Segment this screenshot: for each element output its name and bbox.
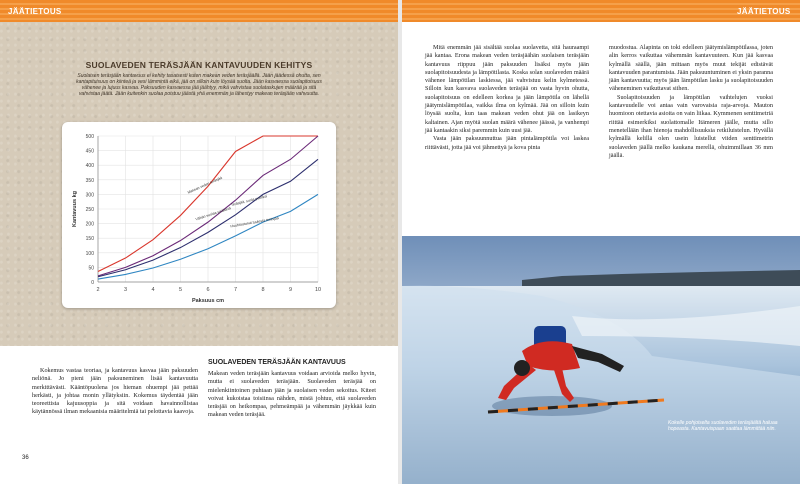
- left-column-text: [32, 367, 198, 417]
- x-tick-label: 3: [123, 287, 128, 293]
- chart-card: [62, 122, 336, 308]
- info-box-intro: Suolaisen teräsjään kantavuus ei kehity tasaisesti kuten makean veden teräsjäällä. Jään jäädessä ohutta, sen kantapituisuus on kiinteä ja vesi lämmintä eikä, jää on silloin kuin löysää suolta. Jään kasvaessa suolapitoisuus vähenee ja lujuus kasvaa. Paksuuden kasvaessa jää jäähtyy, mikä vahvistaa suolataskujen määrää ja sitä vahvistaa jäätä. Jään kuitenkin suolaa poistuu jäästä yhä enemmän ja lähestyy makean teräsjään vahvuutta.: [76, 73, 322, 97]
- page-number: 36: [22, 455, 29, 461]
- right-column-2: [609, 44, 773, 160]
- y-tick-label: 500: [85, 134, 94, 140]
- subsection-heading: SUOLAVEDEN TERÄSJÄÄN KANTAVUUS: [208, 359, 346, 366]
- y-tick-label: 200: [85, 221, 94, 228]
- x-tick-label: 5: [178, 287, 183, 293]
- y-tick-label: 450: [85, 148, 94, 155]
- y-tick-label: 250: [85, 207, 94, 213]
- right-col1-paragraph-1: Mitä enemmän jää sisältää suolaa suolavetta, sitä hauraampi jää kantaa. Erona makean veden teräsjäähän suolaisen teräsjään kantavuus riippuu jään paksuuden lisäksi myös jään suolapitoisuudesta ja lämpötilasta. Koska solan suolaveden määrä vähenee lämpötilan laskiessa, jää vahvistuu kelin kylmetessä. Silloin kun kasvava suolaveden teräsjää on vasta hyvin ohutta, suolapitoisuus on edelleen korkea ja jään lämpötila on lähellä jäätymislämpötilaa, vaikka ilma on kylmää. Jää on silloin kuin löysää suolta, kun taas makean veden ohut jää on lasikeyn kaltainen. Ajan myötä suolan määrä vähenee jäässä, ja vanhempi jää kantaakin siksi paremmin kuin uusi jää.: [425, 44, 589, 134]
- y-tick-label: 100: [85, 250, 94, 257]
- info-box-title: SUOLAVEDEN TERÄSJÄÄN KANTAVUUDEN KEHITYS: [85, 60, 313, 70]
- x-tick-label: 7: [233, 287, 238, 293]
- right-col1-paragraph-2: Vasta jään paksuunnuttua jään pintalämpötila voi laskea riittävästi, jotta jää voi jähmettyä ja kova pinta: [425, 135, 589, 151]
- x-tick-label: 9: [288, 287, 293, 293]
- right-col2-paragraph-2: Suolapitoisuuden ja lämpötilan vaihtelujen vuoksi kantavuudelle voi antaa vain varovaisia raja-arvoja. Mauton huomioon otettavia asioita on vain liikaa. Kymmenen senttimetriä riittää esimerkiksi suolattomalle Itämeren jäälle, mutta sillo menetellään ihan hienoja mahdollisuuksia retkiluistelun. Hyvällä kylmällä kelillä olen usein luistellut viiden senttimetrin suolaveden jäällä melko kaukana merellä, ohuimmillaan 36 mm jäällä.: [609, 93, 773, 159]
- y-tick-label: 150: [85, 236, 94, 243]
- y-tick-label: 300: [85, 192, 94, 199]
- thickness-capacity-chart: [62, 122, 336, 308]
- left-paragraph-1: Kokemus vastaa teoriaa, ja kantavuus kasvaa jään paksuuden neliönä. Jo pieni jään paksuneminen lisää kantavuutta merkittävästi. Kääntöpuolena jos hieman ohuempi jää pettää herkästi, ja johtaa monin yllätyksiin. Kokemus täydentää jään teoreettista kajuusoppia ja sitä voidaan havainnollistaa käytännössä ilman mekaanisia määritelmiä tai pelottavia kaavoja.: [32, 367, 198, 416]
- x-tick-label: 6: [206, 287, 210, 293]
- y-tick-label: 0: [91, 280, 94, 286]
- series-label-3: Teräsjää, suola puoliksi: [230, 194, 268, 208]
- ice-skater-photo: [402, 236, 800, 484]
- x-tick-label: 4: [151, 287, 155, 293]
- x-tick-label: 2: [96, 287, 100, 293]
- y-axis-label: Kantavuus kg: [72, 190, 78, 228]
- series-label-4: Huuhtoutunut tuulesta teräsjää: [230, 216, 280, 229]
- mid-column-text: [208, 370, 376, 420]
- photo-caption: Kokelle pohjoiselta suolaveden teräsjäältä haluaa hopeasta. Kantavuispaan saattaa lämmittää niin.: [668, 420, 778, 432]
- x-tick-label: 8: [261, 287, 265, 293]
- y-tick-label: 50: [88, 265, 94, 272]
- y-tick-label: 400: [85, 163, 94, 170]
- series-label-1: Makean veden teräsjää: [186, 175, 223, 195]
- series-label-2: Vähän suolaa sisältävä: [194, 206, 232, 222]
- section-label-right: JÄÄTIETOUS: [737, 7, 791, 16]
- x-tick-label: 10: [314, 287, 322, 293]
- x-axis-label: Paksuus cm: [191, 298, 225, 304]
- right-column-1: [425, 44, 589, 152]
- section-label-left: JÄÄTIETOUS: [8, 7, 62, 16]
- y-tick-label: 350: [85, 177, 94, 184]
- right-col2-paragraph-1: muodostua. Alapinta on toki edelleen jäätymislämpötilassa, joten alin kerros vaikuttaa vähemmän kantavuuteen. Kun jää kasvaa kylmällä säällä, jään mittaan myös muut tekijät edistävät kantavuuden parantumista. Jään paksuuntuminen ei yksin paranna jään kantavuutta; myös jään lämpötilan lasku ja suolapitoisuuden väheneminen vaikuttavat siihen.: [609, 44, 773, 93]
- mid-paragraph-1: Makean veden teräsjään kantavuus voidaan arvioida melko hyvin, mutta ei suolaveden teräsjään. Suolaveden teräsjää on mielenkiintoinen puhtaan jään ja suolaisen veden sekoitus. Kiteet voivat kukoistaa toisiinsa nähden, mistä johtuu, että suolaveden teräsjää on heikompaa, pehmeämpää ja vähemmän jäykkää kuin makean veden teräsjää.: [208, 370, 376, 419]
